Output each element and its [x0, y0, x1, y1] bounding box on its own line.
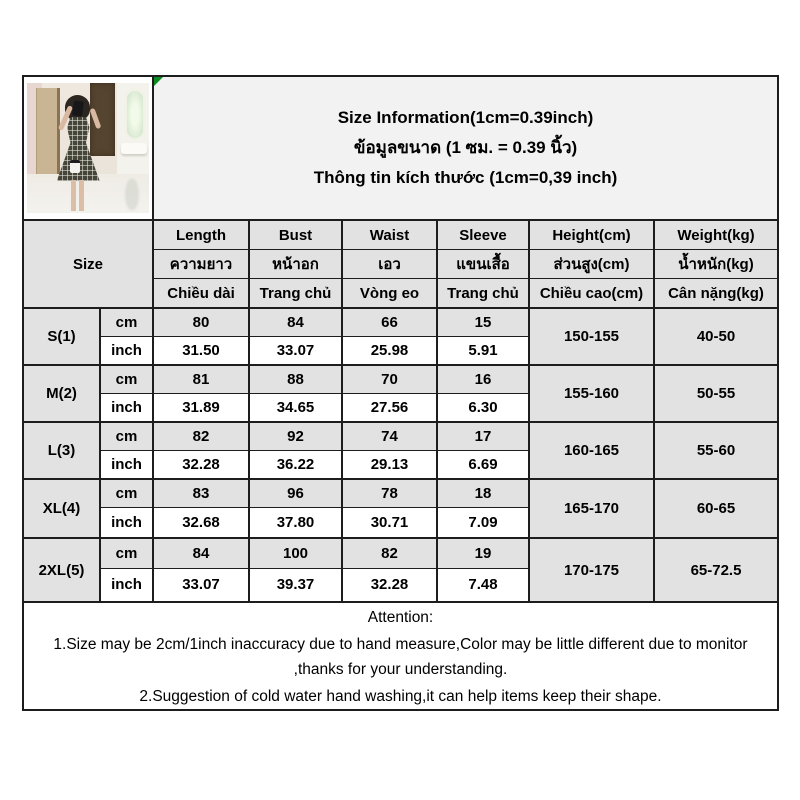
- header-weight-vi: Cân nặng(kg): [654, 279, 778, 309]
- l-length-cm: 82: [153, 422, 249, 450]
- xl-length-inch: 32.68: [153, 507, 249, 538]
- m-bust-cm: 88: [249, 365, 342, 393]
- header-height-th: ส่วนสูง(cm): [529, 250, 654, 279]
- m-length-inch: 31.89: [153, 393, 249, 422]
- title-cell: [153, 76, 778, 220]
- unit-cm: cm: [100, 422, 153, 450]
- header-sleeve-vi: Trang chủ: [437, 279, 529, 309]
- header-weight-th: น้ำหนัก(kg): [654, 250, 778, 279]
- size-chart-table: [22, 75, 779, 711]
- table-row: [23, 308, 778, 336]
- header-row-english: [23, 220, 778, 250]
- header-sleeve-th: แขนเสื้อ: [437, 250, 529, 279]
- green-corner-marker-icon: [154, 77, 163, 86]
- header-waist-th: เอว: [342, 250, 437, 279]
- l-sleeve-cm: 17: [437, 422, 529, 450]
- 2xl-height-range: 170-175: [529, 538, 654, 602]
- 2xl-weight-range: 65-72.5: [654, 538, 778, 602]
- l-waist-cm: 74: [342, 422, 437, 450]
- header-bust-en: Bust: [249, 220, 342, 250]
- s-bust-inch: 33.07: [249, 336, 342, 365]
- product-photo: [27, 83, 149, 213]
- m-sleeve-inch: 6.30: [437, 393, 529, 422]
- l-sleeve-inch: 6.69: [437, 450, 529, 479]
- xl-length-cm: 83: [153, 479, 249, 507]
- unit-inch: inch: [100, 450, 153, 479]
- attention-line-2: 2.Suggestion of cold water hand washing,it can help items keep their shape.: [139, 688, 662, 705]
- header-sleeve-en: Sleeve: [437, 220, 529, 250]
- size-label-m: M(2): [23, 365, 100, 422]
- header-height-en: Height(cm): [529, 220, 654, 250]
- title-vietnamese: Thông tin kích thước (1cm=0,39 inch): [313, 168, 618, 187]
- m-length-cm: 81: [153, 365, 249, 393]
- l-bust-cm: 92: [249, 422, 342, 450]
- unit-cm: cm: [100, 538, 153, 568]
- 2xl-waist-inch: 32.28: [342, 568, 437, 602]
- photo-model-figure: [51, 95, 105, 213]
- s-height-range: 150-155: [529, 308, 654, 365]
- xl-waist-inch: 30.71: [342, 507, 437, 538]
- photo-floor-reflection: [125, 179, 140, 210]
- l-height-range: 160-165: [529, 422, 654, 479]
- s-bust-cm: 84: [249, 308, 342, 336]
- l-weight-range: 55-60: [654, 422, 778, 479]
- table-row: [23, 538, 778, 568]
- size-label-2xl: 2XL(5): [23, 538, 100, 602]
- 2xl-length-inch: 33.07: [153, 568, 249, 602]
- xl-height-range: 165-170: [529, 479, 654, 538]
- photo-model-arm-right: [89, 108, 101, 130]
- unit-cm: cm: [100, 479, 153, 507]
- header-height-vi: Chiều cao(cm): [529, 279, 654, 309]
- s-weight-range: 40-50: [654, 308, 778, 365]
- photo-handbag: [70, 160, 81, 174]
- title-english: Size Information(1cm=0.39inch): [337, 108, 594, 127]
- photo-basin: [121, 143, 147, 155]
- header-bust-vi: Trang chủ: [249, 279, 342, 309]
- l-bust-inch: 36.22: [249, 450, 342, 479]
- table-row: [23, 365, 778, 393]
- xl-bust-inch: 37.80: [249, 507, 342, 538]
- 2xl-sleeve-inch: 7.48: [437, 568, 529, 602]
- 2xl-waist-cm: 82: [342, 538, 437, 568]
- attention-row: [23, 602, 778, 710]
- unit-cm: cm: [100, 308, 153, 336]
- header-bust-th: หน้าอก: [249, 250, 342, 279]
- m-weight-range: 50-55: [654, 365, 778, 422]
- xl-sleeve-inch: 7.09: [437, 507, 529, 538]
- s-sleeve-cm: 15: [437, 308, 529, 336]
- xl-sleeve-cm: 18: [437, 479, 529, 507]
- table-row: [23, 479, 778, 507]
- header-length-vi: Chiều dài: [153, 279, 249, 309]
- m-height-range: 155-160: [529, 365, 654, 422]
- title-row: [23, 76, 778, 220]
- header-length-th: ความยาว: [153, 250, 249, 279]
- table-row: [23, 422, 778, 450]
- m-bust-inch: 34.65: [249, 393, 342, 422]
- photo-phone: [72, 100, 84, 117]
- m-waist-cm: 70: [342, 365, 437, 393]
- size-label-l: L(3): [23, 422, 100, 479]
- size-label-s: S(1): [23, 308, 100, 365]
- s-length-inch: 31.50: [153, 336, 249, 365]
- 2xl-bust-cm: 100: [249, 538, 342, 568]
- product-photo-cell: [23, 76, 153, 220]
- unit-inch: inch: [100, 507, 153, 538]
- unit-inch: inch: [100, 393, 153, 422]
- photo-model-leg-right: [79, 180, 84, 211]
- 2xl-length-cm: 84: [153, 538, 249, 568]
- size-header-cell: Size: [23, 220, 153, 308]
- size-label-xl: XL(4): [23, 479, 100, 538]
- unit-inch: inch: [100, 568, 153, 602]
- title-thai: ข้อมูลขนาด (1 ซม. = 0.39 นิ้ว): [353, 138, 578, 157]
- photo-model-leg-left: [71, 180, 76, 211]
- unit-cm: cm: [100, 365, 153, 393]
- s-length-cm: 80: [153, 308, 249, 336]
- 2xl-sleeve-cm: 19: [437, 538, 529, 568]
- s-waist-inch: 25.98: [342, 336, 437, 365]
- unit-inch: inch: [100, 336, 153, 365]
- s-waist-cm: 66: [342, 308, 437, 336]
- attention-cell: [23, 602, 778, 710]
- photo-capsule-light: [127, 91, 143, 138]
- header-length-en: Length: [153, 220, 249, 250]
- m-waist-inch: 27.56: [342, 393, 437, 422]
- xl-waist-cm: 78: [342, 479, 437, 507]
- m-sleeve-cm: 16: [437, 365, 529, 393]
- l-waist-inch: 29.13: [342, 450, 437, 479]
- header-weight-en: Weight(kg): [654, 220, 778, 250]
- xl-weight-range: 60-65: [654, 479, 778, 538]
- attention-heading: Attention:: [367, 609, 434, 626]
- s-sleeve-inch: 5.91: [437, 336, 529, 365]
- attention-line-1: 1.Size may be 2cm/1inch inaccuracy due to hand measure,Color may be little different due to monitor ,thanks for your understanding.: [53, 636, 748, 678]
- header-waist-vi: Vòng eo: [342, 279, 437, 309]
- header-waist-en: Waist: [342, 220, 437, 250]
- xl-bust-cm: 96: [249, 479, 342, 507]
- 2xl-bust-inch: 39.37: [249, 568, 342, 602]
- l-length-inch: 32.28: [153, 450, 249, 479]
